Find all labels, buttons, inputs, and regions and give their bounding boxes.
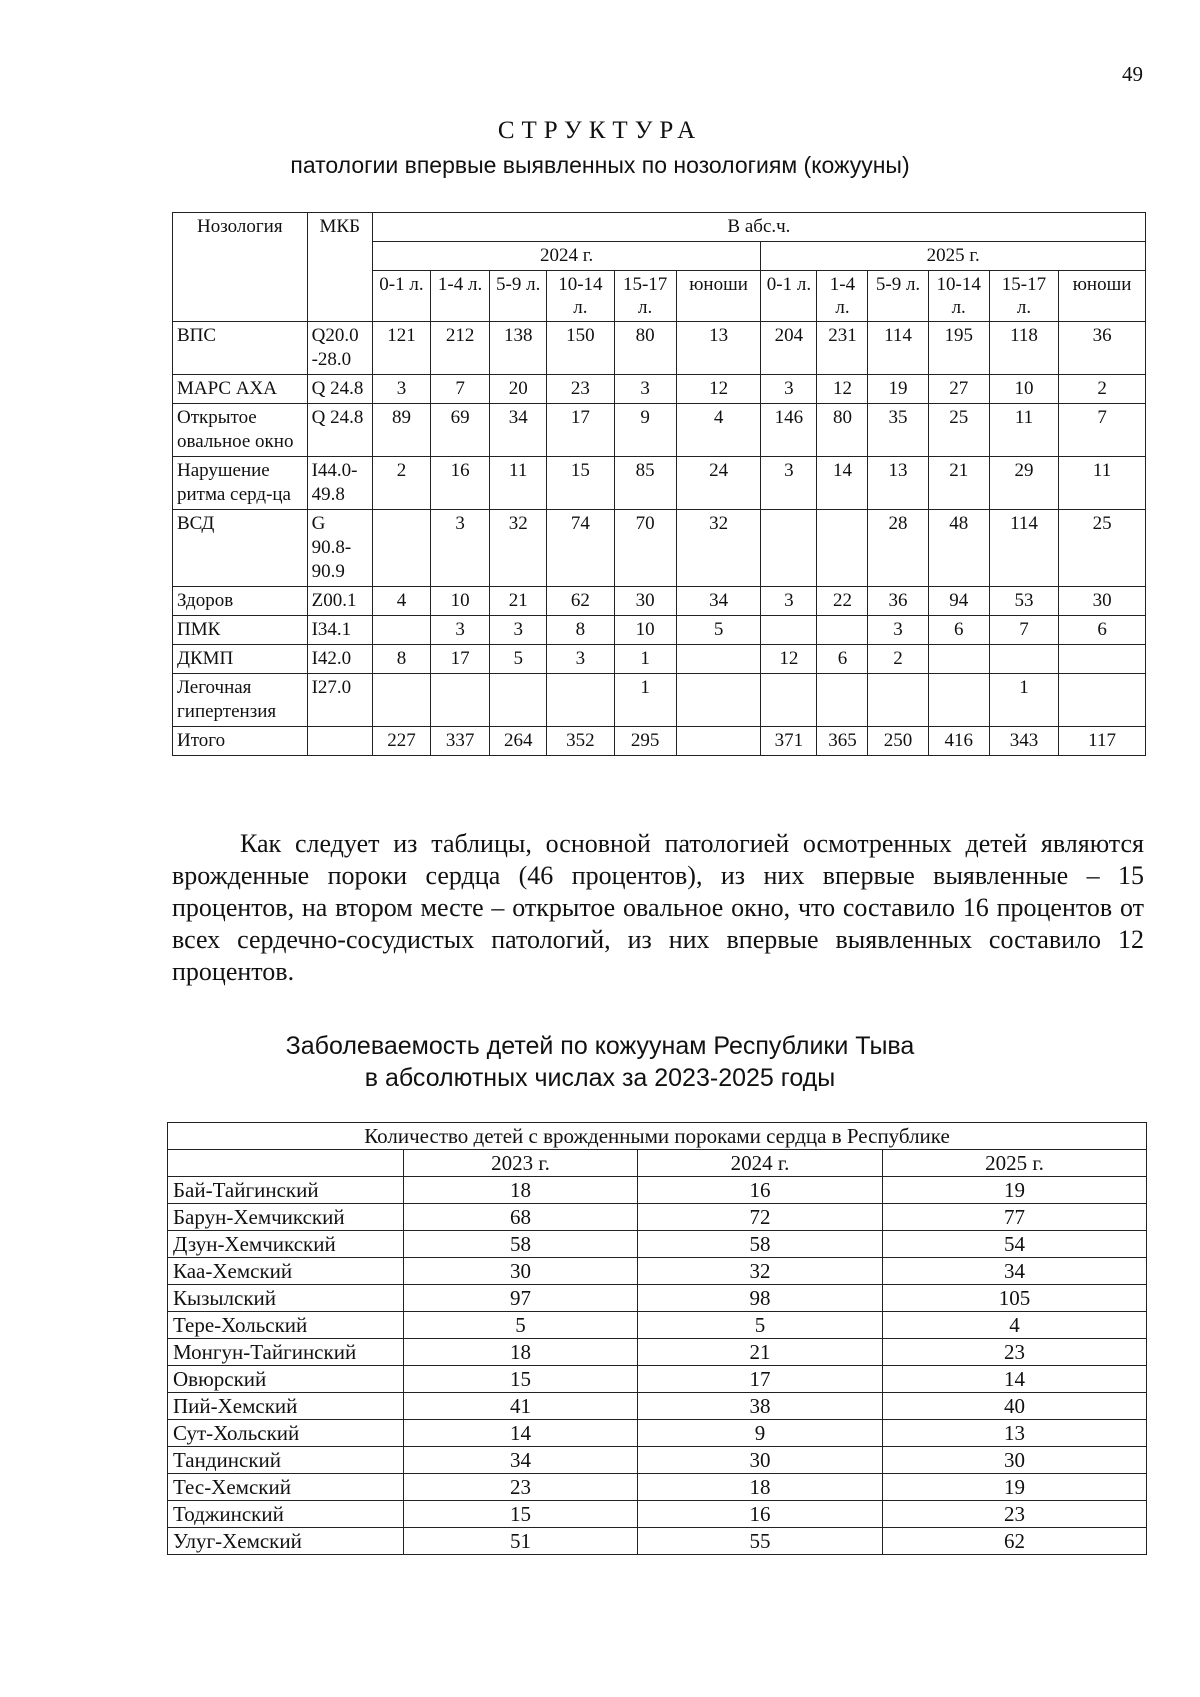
region-value: 68 bbox=[404, 1204, 638, 1231]
value-cell: 121 bbox=[372, 322, 430, 375]
value-cell: 14 bbox=[817, 457, 868, 510]
value-cell: 24 bbox=[676, 457, 761, 510]
value-cell: 204 bbox=[761, 322, 817, 375]
value-cell: 22 bbox=[817, 587, 868, 616]
value-cell: 5 bbox=[676, 616, 761, 645]
nozology-name: МАРС АХА bbox=[173, 375, 308, 404]
region-value: 15 bbox=[404, 1501, 638, 1528]
age-group-header: 10-14 л. bbox=[928, 271, 989, 322]
value-cell: 114 bbox=[989, 510, 1058, 587]
value-cell: 20 bbox=[490, 375, 547, 404]
mkb-code: I27.0 bbox=[307, 674, 372, 727]
value-cell: 16 bbox=[431, 457, 490, 510]
region-value: 62 bbox=[883, 1528, 1147, 1555]
value-cell: 69 bbox=[431, 404, 490, 457]
header-absolute: В абс.ч. bbox=[372, 213, 1145, 242]
value-cell: 80 bbox=[817, 404, 868, 457]
region-value: 105 bbox=[883, 1285, 1147, 1312]
region-name: Кызылский bbox=[168, 1285, 404, 1312]
value-cell bbox=[431, 674, 490, 727]
region-name: Сут-Хольский bbox=[168, 1420, 404, 1447]
nozology-name: Нарушение ритма серд-ца bbox=[173, 457, 308, 510]
region-value: 23 bbox=[883, 1501, 1147, 1528]
value-cell: 85 bbox=[614, 457, 676, 510]
value-cell: 231 bbox=[817, 322, 868, 375]
region-value: 15 bbox=[404, 1366, 638, 1393]
value-cell: 6 bbox=[1059, 616, 1146, 645]
value-cell: 8 bbox=[547, 616, 614, 645]
region-value: 16 bbox=[638, 1501, 883, 1528]
region-value: 18 bbox=[404, 1339, 638, 1366]
value-cell bbox=[372, 674, 430, 727]
table-row bbox=[173, 322, 1146, 375]
region-row bbox=[168, 1528, 1147, 1555]
region-name: Монгун-Тайгинский bbox=[168, 1339, 404, 1366]
nozology-name: Здоров bbox=[173, 587, 308, 616]
value-cell: 250 bbox=[868, 727, 928, 756]
value-cell: 34 bbox=[676, 587, 761, 616]
value-cell: 10 bbox=[431, 587, 490, 616]
value-cell bbox=[547, 674, 614, 727]
region-value: 51 bbox=[404, 1528, 638, 1555]
value-cell: 114 bbox=[868, 322, 928, 375]
document-subtitle: патологии впервые выявленных по нозологиям (кожууны) bbox=[290, 152, 910, 178]
region-value: 14 bbox=[404, 1420, 638, 1447]
age-group-header: 15-17 л. bbox=[614, 271, 676, 322]
table-row bbox=[173, 375, 1146, 404]
value-cell: 3 bbox=[372, 375, 430, 404]
value-cell bbox=[817, 616, 868, 645]
value-cell: 9 bbox=[614, 404, 676, 457]
region-value: 9 bbox=[638, 1420, 883, 1447]
region-name: Пий-Хемский bbox=[168, 1393, 404, 1420]
value-cell: 138 bbox=[490, 322, 547, 375]
region-table-caption: Количество детей с врожденными пороками сердца в Республике bbox=[168, 1123, 1147, 1150]
age-group-header: 0-1 л. bbox=[761, 271, 817, 322]
value-cell: 62 bbox=[547, 587, 614, 616]
region-value: 38 bbox=[638, 1393, 883, 1420]
table-row bbox=[173, 727, 1146, 756]
age-group-header: юноши bbox=[676, 271, 761, 322]
value-cell: 146 bbox=[761, 404, 817, 457]
value-cell: 4 bbox=[676, 404, 761, 457]
region-value: 30 bbox=[883, 1447, 1147, 1474]
region-row bbox=[168, 1447, 1147, 1474]
value-cell: 27 bbox=[928, 375, 989, 404]
value-cell: 3 bbox=[431, 510, 490, 587]
value-cell: 1 bbox=[989, 674, 1058, 727]
value-cell bbox=[676, 645, 761, 674]
summary-paragraph: Как следует из таблицы, основной патологией осмотренных детей являются врожденные пороки сердца (46 процентов), из них впервые выявленные – 15 процентов, на втором месте – открытое овальное окно, что составило 16 процентов от всех сердечно-сосудистых патологий, из них впервые выявленных составило 12 процентов. bbox=[172, 829, 1144, 986]
region-name: Каа-Хемский bbox=[168, 1258, 404, 1285]
document-title: СТРУКТУРА bbox=[497, 117, 703, 144]
region-year-2023: 2023 г. bbox=[404, 1150, 638, 1177]
value-cell: 3 bbox=[431, 616, 490, 645]
region-value: 72 bbox=[638, 1204, 883, 1231]
age-group-header: 5-9 л. bbox=[868, 271, 928, 322]
age-group-header: 0-1 л. bbox=[372, 271, 430, 322]
value-cell: 11 bbox=[1059, 457, 1146, 510]
value-cell: 10 bbox=[614, 616, 676, 645]
value-cell: 371 bbox=[761, 727, 817, 756]
value-cell: 13 bbox=[676, 322, 761, 375]
region-row bbox=[168, 1420, 1147, 1447]
value-cell: 12 bbox=[761, 645, 817, 674]
header-year-2024: 2024 г. bbox=[372, 242, 761, 271]
value-cell: 23 bbox=[547, 375, 614, 404]
nozology-name: ВПС bbox=[173, 322, 308, 375]
region-value: 23 bbox=[404, 1474, 638, 1501]
region-name: Овюрский bbox=[168, 1366, 404, 1393]
section-title-line-1: Заболеваемость детей по кожуунам Республики Тыва bbox=[285, 1032, 915, 1060]
value-cell: 35 bbox=[868, 404, 928, 457]
value-cell: 3 bbox=[547, 645, 614, 674]
region-row bbox=[168, 1501, 1147, 1528]
table-row bbox=[173, 404, 1146, 457]
region-value: 18 bbox=[638, 1474, 883, 1501]
value-cell bbox=[676, 727, 761, 756]
value-cell: 1 bbox=[614, 674, 676, 727]
region-value: 41 bbox=[404, 1393, 638, 1420]
region-row bbox=[168, 1258, 1147, 1285]
region-name: Дзун-Хемчикский bbox=[168, 1231, 404, 1258]
value-cell: 212 bbox=[431, 322, 490, 375]
region-row bbox=[168, 1231, 1147, 1258]
region-value: 30 bbox=[404, 1258, 638, 1285]
value-cell: 74 bbox=[547, 510, 614, 587]
section-title bbox=[0, 1030, 1200, 1094]
region-value: 58 bbox=[638, 1231, 883, 1258]
region-value: 17 bbox=[638, 1366, 883, 1393]
value-cell: 2 bbox=[868, 645, 928, 674]
value-cell: 1 bbox=[614, 645, 676, 674]
nozology-name: Итого bbox=[173, 727, 308, 756]
nozology-name: Легочная гипертензия bbox=[173, 674, 308, 727]
region-table-body bbox=[168, 1123, 1147, 1555]
value-cell: 89 bbox=[372, 404, 430, 457]
value-cell: 30 bbox=[1059, 587, 1146, 616]
region-year-2024: 2024 г. bbox=[638, 1150, 883, 1177]
nozology-table-body bbox=[173, 213, 1146, 756]
region-value: 23 bbox=[883, 1339, 1147, 1366]
value-cell bbox=[989, 645, 1058, 674]
value-cell: 34 bbox=[490, 404, 547, 457]
value-cell bbox=[868, 674, 928, 727]
value-cell: 19 bbox=[868, 375, 928, 404]
value-cell bbox=[372, 616, 430, 645]
value-cell: 32 bbox=[676, 510, 761, 587]
region-name: Тандинский bbox=[168, 1447, 404, 1474]
value-cell: 12 bbox=[676, 375, 761, 404]
value-cell: 94 bbox=[928, 587, 989, 616]
table-row bbox=[173, 510, 1146, 587]
region-table-empty-header bbox=[168, 1150, 404, 1177]
table-row bbox=[173, 587, 1146, 616]
value-cell: 11 bbox=[989, 404, 1058, 457]
value-cell: 25 bbox=[928, 404, 989, 457]
region-value: 55 bbox=[638, 1528, 883, 1555]
value-cell: 352 bbox=[547, 727, 614, 756]
value-cell bbox=[1059, 645, 1146, 674]
region-value: 13 bbox=[883, 1420, 1147, 1447]
value-cell: 25 bbox=[1059, 510, 1146, 587]
value-cell bbox=[817, 674, 868, 727]
value-cell: 2 bbox=[372, 457, 430, 510]
value-cell: 117 bbox=[1059, 727, 1146, 756]
region-row bbox=[168, 1393, 1147, 1420]
value-cell: 3 bbox=[761, 587, 817, 616]
mkb-code: I42.0 bbox=[307, 645, 372, 674]
value-cell: 36 bbox=[1059, 322, 1146, 375]
value-cell: 11 bbox=[490, 457, 547, 510]
value-cell: 118 bbox=[989, 322, 1058, 375]
region-value: 54 bbox=[883, 1231, 1147, 1258]
value-cell: 195 bbox=[928, 322, 989, 375]
region-value: 19 bbox=[883, 1177, 1147, 1204]
age-group-header: 5-9 л. bbox=[490, 271, 547, 322]
nozology-name: ПМК bbox=[173, 616, 308, 645]
value-cell: 3 bbox=[868, 616, 928, 645]
value-cell: 21 bbox=[490, 587, 547, 616]
nozology-name: ВСД bbox=[173, 510, 308, 587]
value-cell: 7 bbox=[431, 375, 490, 404]
mkb-code: Z00.1 bbox=[307, 587, 372, 616]
region-row bbox=[168, 1339, 1147, 1366]
age-group-header: 1-4 л. bbox=[431, 271, 490, 322]
value-cell: 4 bbox=[372, 587, 430, 616]
region-value: 77 bbox=[883, 1204, 1147, 1231]
region-name: Тере-Хольский bbox=[168, 1312, 404, 1339]
value-cell: 15 bbox=[547, 457, 614, 510]
mkb-code: I34.1 bbox=[307, 616, 372, 645]
region-row bbox=[168, 1366, 1147, 1393]
region-table-caption-row bbox=[168, 1123, 1147, 1150]
age-group-header: юноши bbox=[1059, 271, 1146, 322]
region-value: 32 bbox=[638, 1258, 883, 1285]
region-value: 5 bbox=[404, 1312, 638, 1339]
region-name: Бай-Тайгинский bbox=[168, 1177, 404, 1204]
value-cell: 12 bbox=[817, 375, 868, 404]
value-cell: 365 bbox=[817, 727, 868, 756]
value-cell: 3 bbox=[761, 375, 817, 404]
region-value: 18 bbox=[404, 1177, 638, 1204]
value-cell: 53 bbox=[989, 587, 1058, 616]
header-nozology: Нозология bbox=[173, 213, 308, 322]
value-cell: 227 bbox=[372, 727, 430, 756]
value-cell: 80 bbox=[614, 322, 676, 375]
nozology-name: Открытое овальное окно bbox=[173, 404, 308, 457]
region-value: 16 bbox=[638, 1177, 883, 1204]
value-cell: 3 bbox=[490, 616, 547, 645]
value-cell: 70 bbox=[614, 510, 676, 587]
age-group-header: 15-17 л. bbox=[989, 271, 1058, 322]
region-row bbox=[168, 1204, 1147, 1231]
mkb-code: Q 24.8 bbox=[307, 404, 372, 457]
table-header-row bbox=[173, 213, 1146, 242]
value-cell bbox=[761, 510, 817, 587]
region-name: Тес-Хемский bbox=[168, 1474, 404, 1501]
value-cell bbox=[490, 674, 547, 727]
value-cell: 7 bbox=[1059, 404, 1146, 457]
value-cell: 28 bbox=[868, 510, 928, 587]
value-cell: 48 bbox=[928, 510, 989, 587]
region-value: 97 bbox=[404, 1285, 638, 1312]
region-row bbox=[168, 1285, 1147, 1312]
value-cell: 17 bbox=[547, 404, 614, 457]
region-value: 98 bbox=[638, 1285, 883, 1312]
region-name: Тоджинский bbox=[168, 1501, 404, 1528]
region-row bbox=[168, 1474, 1147, 1501]
region-incidence-table bbox=[167, 1122, 1147, 1555]
region-value: 21 bbox=[638, 1339, 883, 1366]
region-value: 4 bbox=[883, 1312, 1147, 1339]
section-title-line-2: в абсолютных числах за 2023-2025 годы bbox=[364, 1064, 836, 1092]
value-cell: 10 bbox=[989, 375, 1058, 404]
value-cell bbox=[1059, 674, 1146, 727]
region-name: Улуг-Хемский bbox=[168, 1528, 404, 1555]
region-value: 40 bbox=[883, 1393, 1147, 1420]
value-cell: 29 bbox=[989, 457, 1058, 510]
value-cell bbox=[817, 510, 868, 587]
page-number: 49 bbox=[1122, 62, 1143, 86]
value-cell: 30 bbox=[614, 587, 676, 616]
table-row bbox=[173, 645, 1146, 674]
age-group-header: 1-4 л. bbox=[817, 271, 868, 322]
value-cell bbox=[928, 645, 989, 674]
region-table-years-row bbox=[168, 1150, 1147, 1177]
region-year-2025: 2025 г. bbox=[883, 1150, 1147, 1177]
mkb-code: Q 24.8 bbox=[307, 375, 372, 404]
value-cell: 21 bbox=[928, 457, 989, 510]
region-value: 19 bbox=[883, 1474, 1147, 1501]
table-row bbox=[173, 457, 1146, 510]
value-cell: 13 bbox=[868, 457, 928, 510]
header-year-2025: 2025 г. bbox=[761, 242, 1146, 271]
value-cell: 5 bbox=[490, 645, 547, 674]
region-value: 5 bbox=[638, 1312, 883, 1339]
region-value: 14 bbox=[883, 1366, 1147, 1393]
region-row bbox=[168, 1312, 1147, 1339]
value-cell: 17 bbox=[431, 645, 490, 674]
region-value: 30 bbox=[638, 1447, 883, 1474]
value-cell bbox=[928, 674, 989, 727]
region-value: 58 bbox=[404, 1231, 638, 1258]
value-cell: 337 bbox=[431, 727, 490, 756]
header-mkb: МКБ bbox=[307, 213, 372, 322]
value-cell: 416 bbox=[928, 727, 989, 756]
mkb-code: I44.0-49.8 bbox=[307, 457, 372, 510]
value-cell: 2 bbox=[1059, 375, 1146, 404]
value-cell: 150 bbox=[547, 322, 614, 375]
nozology-name: ДКМП bbox=[173, 645, 308, 674]
value-cell: 6 bbox=[928, 616, 989, 645]
value-cell: 32 bbox=[490, 510, 547, 587]
value-cell bbox=[761, 616, 817, 645]
mkb-code bbox=[307, 727, 372, 756]
region-value: 34 bbox=[883, 1258, 1147, 1285]
value-cell bbox=[761, 674, 817, 727]
age-group-header: 10-14 л. bbox=[547, 271, 614, 322]
value-cell: 3 bbox=[614, 375, 676, 404]
value-cell: 36 bbox=[868, 587, 928, 616]
value-cell: 6 bbox=[817, 645, 868, 674]
mkb-code: Q20.0 -28.0 bbox=[307, 322, 372, 375]
table-row bbox=[173, 674, 1146, 727]
region-name: Барун-Хемчикский bbox=[168, 1204, 404, 1231]
nozology-structure-table bbox=[172, 212, 1146, 756]
mkb-code: G 90.8-90.9 bbox=[307, 510, 372, 587]
value-cell bbox=[372, 510, 430, 587]
table-row bbox=[173, 616, 1146, 645]
value-cell: 343 bbox=[989, 727, 1058, 756]
region-row bbox=[168, 1177, 1147, 1204]
value-cell bbox=[676, 674, 761, 727]
value-cell: 3 bbox=[761, 457, 817, 510]
value-cell: 295 bbox=[614, 727, 676, 756]
region-value: 34 bbox=[404, 1447, 638, 1474]
value-cell: 264 bbox=[490, 727, 547, 756]
value-cell: 7 bbox=[989, 616, 1058, 645]
value-cell: 8 bbox=[372, 645, 430, 674]
